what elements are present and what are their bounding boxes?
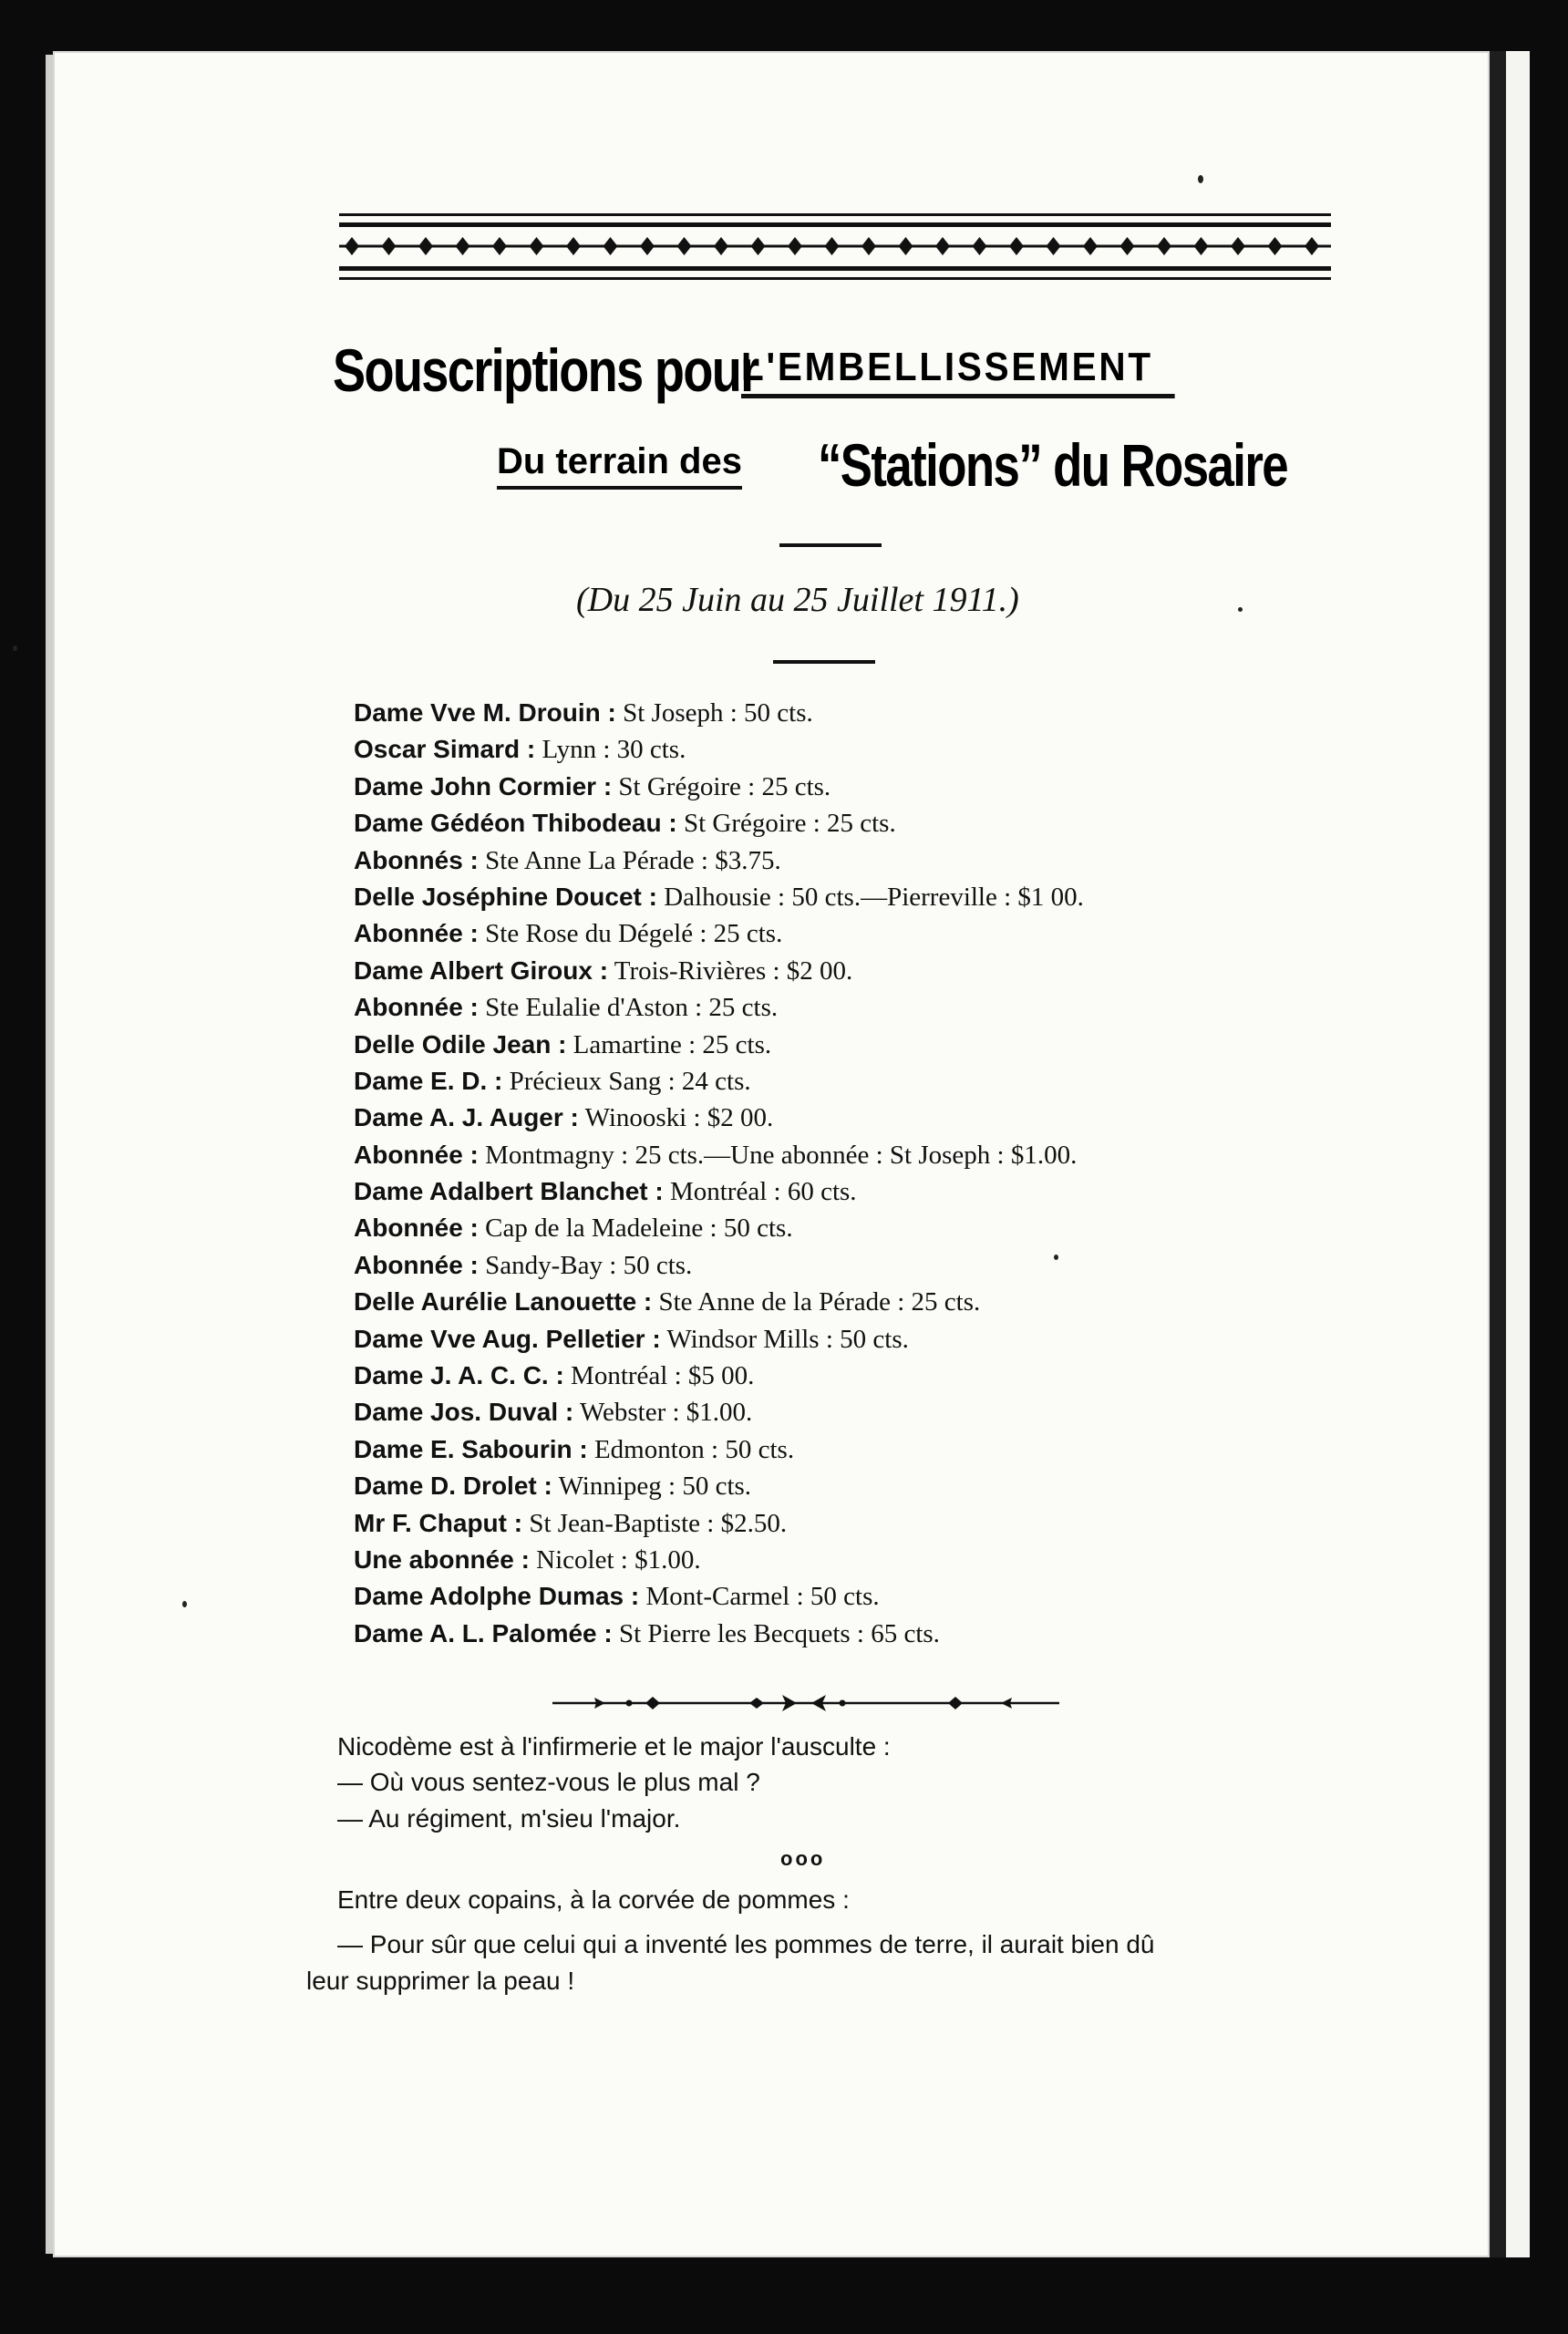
place-amount: St Grégoire : 25 cts. — [683, 809, 896, 839]
place-amount: Précieux Sang : 24 cts. — [509, 1066, 751, 1096]
ornament-diamond — [456, 237, 470, 255]
ornament-diamond — [382, 237, 397, 255]
donor-name: Dame Adalbert Blanchet : — [354, 1177, 664, 1206]
joke-1-line-2: — Où vous sentez-vous le plus mal ? — [337, 1768, 760, 1796]
scan-speck — [1238, 607, 1243, 612]
place-amount: Cap de la Madeleine : 50 cts. — [485, 1213, 793, 1244]
place-amount: Winooski : $2 00. — [584, 1103, 774, 1133]
subscription-row — [354, 915, 1375, 952]
donor-name: Abonnés : — [354, 845, 479, 874]
title-part-4: “Stations” du Rosaire — [818, 431, 1288, 499]
joke-1-line-1: Nicodème est à l'infirmerie et le major l'ausculte : — [337, 1732, 891, 1761]
donor-name: Dame John Cormier : — [354, 771, 613, 800]
ornament-diamond — [1268, 237, 1283, 255]
place-amount: Webster : $1.00. — [579, 1398, 753, 1428]
donor-name: Une abonnée : — [354, 1544, 530, 1574]
subscription-row — [354, 1468, 1375, 1504]
scan-speck — [1054, 1255, 1058, 1260]
subscription-row — [354, 1358, 1375, 1394]
donor-name: Dame A. J. Auger : — [354, 1103, 579, 1132]
donor-name: Dame Gédéon Thibodeau : — [354, 809, 677, 838]
date-range: (Du 25 Juin au 25 Juillet 1911.) — [576, 581, 1019, 619]
donor-name: Dame Jos. Duval : — [354, 1398, 574, 1427]
subscription-row — [354, 989, 1375, 1026]
donor-name: Dame E. Sabourin : — [354, 1434, 588, 1463]
ornament-diamond — [788, 237, 802, 255]
subscription-row — [354, 1505, 1375, 1542]
ornament-diamond — [1047, 237, 1061, 255]
donor-name: Oscar Simard : — [354, 735, 536, 764]
place-amount: St Jean-Baptiste : $2.50. — [529, 1508, 788, 1538]
place-amount: Nicolet : $1.00. — [536, 1544, 701, 1575]
joke-2-line-1: Entre deux copains, à la corvée de pommes : — [337, 1885, 850, 1914]
subscription-row — [354, 879, 1375, 915]
place-amount: Dalhousie : 50 cts.—Pierreville : $1 00. — [664, 882, 1084, 912]
subscription-row — [354, 1284, 1375, 1320]
subscription-row — [354, 1578, 1375, 1615]
donor-name: Mr F. Chaput : — [354, 1508, 523, 1537]
subscription-row — [354, 1100, 1375, 1136]
place-amount: Lamartine : 25 cts. — [573, 1029, 772, 1059]
subscription-row — [354, 1321, 1375, 1358]
subscription-row — [354, 1027, 1375, 1063]
place-amount: Ste Eulalie d'Aston : 25 cts. — [485, 993, 779, 1023]
subscription-row — [354, 1137, 1375, 1173]
scan-speck — [182, 1601, 187, 1607]
donor-name: Dame A. L. Palomée : — [354, 1618, 613, 1647]
title-line-2 — [497, 431, 1336, 516]
page-gutter — [1490, 51, 1506, 2257]
ornament-diamond — [640, 237, 655, 255]
scan-speck — [1198, 175, 1203, 183]
ornament-diamond — [825, 237, 840, 255]
ornament-diamond — [603, 237, 618, 255]
next-page-edge — [1506, 51, 1530, 2257]
donor-name: Dame Albert Giroux : — [354, 955, 609, 985]
ornament-diamond — [677, 237, 692, 255]
place-amount: Montréal : $5 00. — [571, 1361, 755, 1391]
ornament-diamond — [973, 237, 987, 255]
ornament-diamond — [492, 237, 507, 255]
ornament-diamond — [530, 237, 544, 255]
subscription-row — [354, 1616, 1375, 1652]
ornament-diamond — [751, 237, 766, 255]
ornament-diamond — [935, 237, 950, 255]
ornament-diamond — [1194, 237, 1209, 255]
subscription-row — [354, 805, 1375, 842]
place-amount: Lynn : 30 cts. — [542, 735, 686, 765]
ornament-diamond — [899, 237, 913, 255]
subscription-row — [354, 953, 1375, 989]
place-amount: Edmonton : 50 cts. — [593, 1434, 795, 1464]
subscription-row — [354, 1247, 1375, 1284]
donor-name: Abonnée : — [354, 1213, 479, 1243]
ornament-diamond — [1083, 237, 1098, 255]
subscription-row — [354, 1431, 1375, 1468]
donor-name: Delle Joséphine Doucet : — [354, 882, 657, 911]
place-amount: Trois-Rivières : $2 00. — [614, 955, 853, 986]
place-amount: Mont-Carmel : 50 cts. — [645, 1582, 880, 1612]
subscription-row — [354, 1063, 1375, 1100]
ornament-diamond — [861, 237, 876, 255]
ornament-diamond — [566, 237, 581, 255]
ornament-diamond — [1009, 237, 1024, 255]
title-part-1: Souscriptions pour — [333, 336, 758, 404]
subscription-list — [354, 695, 1375, 1652]
joke-2-line-3: leur supprimer la peau ! — [306, 1967, 575, 1995]
ornament-diamond — [714, 237, 728, 255]
donor-name: Abonnée : — [354, 1140, 479, 1169]
place-amount: Ste Anne de la Pérade : 25 cts. — [658, 1287, 981, 1317]
subscription-row — [354, 1542, 1375, 1578]
donor-name: Abonnée : — [354, 919, 479, 948]
place-amount: Windsor Mills : 50 cts. — [666, 1324, 909, 1354]
subscription-row — [354, 1173, 1375, 1210]
title-part-3: Du terrain des — [497, 441, 742, 490]
ornament-diamond — [1305, 237, 1319, 255]
subscription-row — [354, 769, 1375, 805]
donor-name: Abonnée : — [354, 993, 479, 1022]
ornamental-divider — [552, 1691, 1059, 1715]
place-amount: Sandy-Bay : 50 cts. — [485, 1250, 693, 1280]
donor-name: Dame Vve Aug. Pelletier : — [354, 1324, 661, 1353]
place-amount: Ste Rose du Dégelé : 25 cts. — [485, 919, 783, 949]
scan-speck — [13, 645, 17, 651]
ornament-diamond — [1231, 237, 1245, 255]
place-amount: St Joseph : 50 cts. — [623, 698, 813, 728]
ornament-diamond — [418, 237, 433, 255]
donor-name: Dame J. A. C. C. : — [354, 1361, 564, 1390]
title-line-1 — [333, 336, 1336, 418]
subscription-row — [354, 731, 1375, 768]
subscription-row — [354, 695, 1375, 731]
donor-name: Dame Adolphe Dumas : — [354, 1582, 640, 1611]
place-amount: St Pierre les Becquets : 65 cts. — [618, 1618, 940, 1648]
donor-name: Delle Aurélie Lanouette : — [354, 1287, 653, 1317]
ornament-diamond — [1157, 237, 1171, 255]
place-amount: Montréal : 60 cts. — [669, 1177, 857, 1207]
subscription-row — [354, 1394, 1375, 1430]
subscription-row — [354, 1210, 1375, 1246]
donor-name: Dame D. Drolet : — [354, 1472, 552, 1501]
subscription-row — [354, 842, 1375, 879]
ornament-diamond — [1120, 237, 1135, 255]
short-rule-top — [779, 543, 882, 547]
donor-name: Dame Vve M. Drouin : — [354, 698, 616, 727]
joke-separator: ooo — [780, 1847, 826, 1870]
place-amount: Ste Anne La Pérade : $3.75. — [485, 845, 781, 875]
donor-name: Delle Odile Jean : — [354, 1029, 567, 1059]
ornament-diamond — [345, 237, 359, 255]
joke-2-line-2: — Pour sûr que celui qui a inventé les pommes de terre, il aurait bien dû — [337, 1930, 1155, 1958]
place-amount: Winnipeg : 50 cts. — [558, 1472, 752, 1502]
ornament-band — [339, 208, 1331, 295]
joke-1-line-3: — Au régiment, m'sieu l'major. — [337, 1804, 681, 1833]
short-rule-bottom — [773, 660, 875, 664]
place-amount: St Grégoire : 25 cts. — [618, 771, 831, 801]
donor-name: Dame E. D. : — [354, 1066, 503, 1095]
title-part-2: L'EMBELLISSEMENT — [741, 345, 1175, 398]
donor-name: Abonnée : — [354, 1250, 479, 1279]
place-amount: Montmagny : 25 cts.—Une abonnée : St Joseph : $1.00. — [485, 1140, 1078, 1170]
